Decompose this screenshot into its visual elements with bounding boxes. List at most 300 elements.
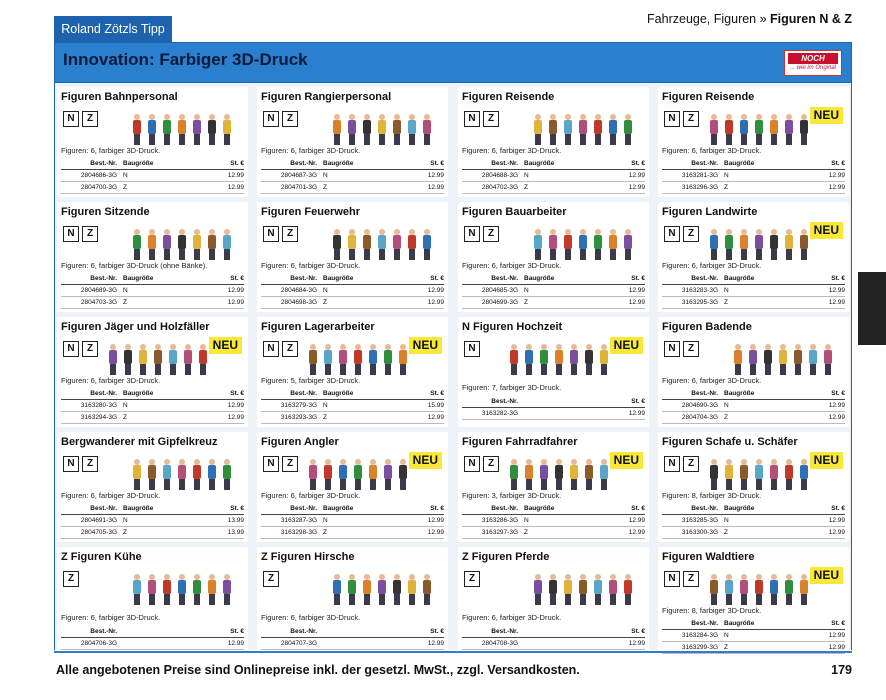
order-row[interactable] <box>261 182 444 194</box>
logo-tagline: ... wie im Original <box>789 65 836 71</box>
order-table-header <box>662 388 845 400</box>
header-size: Baugröße <box>323 275 354 282</box>
order-table <box>462 396 645 420</box>
order-row[interactable] <box>462 285 645 297</box>
product-card[interactable] <box>658 317 849 427</box>
order-size: N <box>524 517 529 524</box>
order-number: 3163279-3G <box>280 402 317 409</box>
section-banner <box>54 42 852 83</box>
size-option-z[interactable]: Z <box>82 111 98 127</box>
order-size: Z <box>123 414 127 421</box>
size-option-n[interactable]: N <box>63 111 79 127</box>
order-table-header <box>61 388 244 400</box>
order-number: 3163296-3G <box>681 184 718 191</box>
figures-illustration <box>85 220 243 264</box>
product-card[interactable] <box>57 547 248 657</box>
order-price: 12.99 <box>227 172 244 179</box>
product-grid <box>54 83 852 650</box>
product-title: Figuren Bahnpersonal <box>61 91 178 103</box>
size-option-z[interactable]: Z <box>82 226 98 242</box>
order-price: 12.99 <box>828 644 845 651</box>
order-row[interactable] <box>61 515 244 527</box>
order-row[interactable] <box>61 400 244 412</box>
order-row[interactable] <box>662 170 845 182</box>
logo-brand-name: NOCH <box>788 53 838 64</box>
order-number: 3163285-3G <box>681 517 718 524</box>
header-size: Baugröße <box>724 390 755 397</box>
size-option-n[interactable]: N <box>63 341 79 357</box>
size-selector <box>263 571 279 587</box>
header-size: Baugröße <box>524 160 555 167</box>
order-price: 12.99 <box>427 184 444 191</box>
figures-illustration <box>686 335 844 379</box>
product-card[interactable] <box>57 317 248 427</box>
order-size: Z <box>524 299 528 306</box>
product-title: Figuren Jäger und Holzfäller <box>61 321 210 333</box>
order-row[interactable] <box>61 412 244 424</box>
size-option-n[interactable]: N <box>63 226 79 242</box>
product-card[interactable] <box>57 202 248 312</box>
size-selector <box>63 341 98 357</box>
order-price: 12.99 <box>828 184 845 191</box>
header-price: St. € <box>230 275 244 282</box>
size-selector <box>63 226 98 242</box>
header-order-number: Best.-Nr. <box>691 160 718 167</box>
header-order-number: Best.-Nr. <box>290 505 317 512</box>
figures-illustration <box>285 220 443 264</box>
size-selector <box>664 341 699 357</box>
order-table <box>261 158 444 194</box>
new-badge: NEU <box>409 452 442 469</box>
order-size: Z <box>724 414 728 421</box>
order-row[interactable] <box>662 412 845 424</box>
product-card[interactable] <box>658 202 849 312</box>
header-price: St. € <box>230 160 244 167</box>
size-option-z[interactable]: Z <box>282 226 298 242</box>
order-row[interactable] <box>462 527 645 539</box>
header-price: St. € <box>430 505 444 512</box>
figures-illustration <box>85 105 243 149</box>
order-table <box>61 626 244 650</box>
order-size: N <box>323 517 328 524</box>
order-table <box>61 273 244 309</box>
header-size: Baugröße <box>323 390 354 397</box>
figures-illustration <box>486 565 644 609</box>
header-price: St. € <box>430 628 444 635</box>
order-table <box>61 158 244 194</box>
order-row[interactable] <box>662 527 845 539</box>
side-tab-marker <box>858 272 886 345</box>
order-table-header <box>261 626 444 638</box>
breadcrumb-path: Fahrzeuge, Figuren » <box>647 12 771 26</box>
header-order-number: Best.-Nr. <box>290 390 317 397</box>
size-selector <box>664 111 699 127</box>
product-description: Figuren: 5, farbiger 3D-Druck. <box>261 376 361 385</box>
order-number: 2804700-3G <box>80 184 117 191</box>
order-row[interactable] <box>662 630 845 642</box>
order-number: 2804690-3G <box>681 402 718 409</box>
order-row[interactable] <box>261 638 444 650</box>
order-table-header <box>662 273 845 285</box>
size-option-z[interactable]: Z <box>483 456 499 472</box>
figures-illustration <box>285 565 443 609</box>
size-option-z[interactable]: Z <box>483 226 499 242</box>
size-option-n[interactable]: N <box>664 111 680 127</box>
order-number: 3163300-3G <box>681 529 718 536</box>
product-title: Figuren Reisende <box>662 91 755 103</box>
order-number: 3163286-3G <box>481 517 518 524</box>
product-card[interactable] <box>658 547 849 657</box>
new-badge: NEU <box>209 337 242 354</box>
header-size: Baugröße <box>323 160 354 167</box>
order-number: 2804688-3G <box>481 172 518 179</box>
price-note: Alle angebotenen Preise sind Onlinepreise inkl. der gesetzl. MwSt., zzgl. Versandkosten. <box>56 663 580 677</box>
size-option-z[interactable]: Z <box>683 341 699 357</box>
size-option-n[interactable]: N <box>263 456 279 472</box>
order-row[interactable] <box>261 170 444 182</box>
order-table-header <box>462 273 645 285</box>
product-card[interactable] <box>458 547 649 657</box>
order-number: 2804691-3G <box>80 517 117 524</box>
new-badge: NEU <box>610 337 643 354</box>
product-description: Figuren: 6, farbiger 3D-Druck. <box>662 146 762 155</box>
order-size: N <box>724 287 729 294</box>
header-price: St. € <box>631 505 645 512</box>
order-table-header <box>261 273 444 285</box>
order-size: N <box>524 172 529 179</box>
product-title: Z Figuren Hirsche <box>261 551 355 563</box>
order-row[interactable] <box>261 527 444 539</box>
order-size: Z <box>323 299 327 306</box>
product-description: Figuren: 6, farbiger 3D-Druck. <box>261 261 361 270</box>
order-row[interactable] <box>462 638 645 650</box>
order-size <box>518 638 605 649</box>
product-card[interactable] <box>458 432 649 542</box>
header-size: Baugröße <box>724 620 755 627</box>
header-order-number: Best.-Nr. <box>90 275 117 282</box>
size-option-n[interactable]: N <box>464 111 480 127</box>
tipp-tab: Roland Zötzls Tipp <box>54 16 172 42</box>
order-row[interactable] <box>462 297 645 309</box>
header-order-number: Best.-Nr. <box>90 628 117 635</box>
order-price: 13.99 <box>227 517 244 524</box>
order-size: N <box>123 287 128 294</box>
order-size: Z <box>323 529 327 536</box>
order-table-header <box>61 503 244 515</box>
order-price: 12.99 <box>427 529 444 536</box>
size-selector <box>464 456 499 472</box>
product-title: Figuren Feuerwehr <box>261 206 361 218</box>
product-card[interactable] <box>257 202 448 312</box>
header-size <box>317 626 404 637</box>
product-card[interactable] <box>458 317 649 427</box>
header-price: St. € <box>631 160 645 167</box>
order-table-header <box>462 158 645 170</box>
order-number: 2804702-3G <box>481 184 518 191</box>
header-order-number: Best.-Nr. <box>90 505 117 512</box>
order-table <box>261 388 444 424</box>
order-price: 12.99 <box>227 414 244 421</box>
product-description: Figuren: 6, farbiger 3D-Druck. <box>261 613 361 622</box>
size-option-z[interactable]: Z <box>683 111 699 127</box>
size-selector <box>464 226 499 242</box>
order-number: 3163294-3G <box>80 414 117 421</box>
header-price: St. € <box>430 160 444 167</box>
order-row[interactable] <box>462 408 645 420</box>
size-option-z[interactable]: Z <box>82 341 98 357</box>
size-option-n[interactable]: N <box>263 341 279 357</box>
order-number: 2804686-3G <box>80 172 117 179</box>
order-size: N <box>123 402 128 409</box>
size-option-z[interactable]: Z <box>683 226 699 242</box>
new-badge: NEU <box>810 452 843 469</box>
size-option-z[interactable]: Z <box>464 571 480 587</box>
header-order-number: Best.-Nr. <box>491 398 518 405</box>
order-table <box>662 503 845 539</box>
header-order-number: Best.-Nr. <box>491 275 518 282</box>
order-size: Z <box>524 184 528 191</box>
order-price: 12.99 <box>628 184 645 191</box>
order-row[interactable] <box>61 297 244 309</box>
order-price: 12.99 <box>427 299 444 306</box>
size-option-n[interactable]: N <box>664 456 680 472</box>
order-size: N <box>323 287 328 294</box>
product-description: Figuren: 6, farbiger 3D-Druck. <box>462 146 562 155</box>
order-number: 2804698-3G <box>280 299 317 306</box>
order-row[interactable] <box>61 285 244 297</box>
order-size: N <box>323 172 328 179</box>
size-option-n[interactable]: N <box>664 571 680 587</box>
order-table-header <box>662 503 845 515</box>
order-price: 12.99 <box>427 414 444 421</box>
order-number: 2804706-3G <box>80 640 117 647</box>
brand-logo <box>784 50 842 76</box>
header-order-number: Best.-Nr. <box>491 160 518 167</box>
order-row[interactable] <box>662 297 845 309</box>
product-card[interactable] <box>658 87 849 197</box>
order-table-header <box>662 618 845 630</box>
product-description: Figuren: 6, farbiger 3D-Druck. <box>61 146 161 155</box>
order-table <box>662 273 845 309</box>
size-selector <box>263 226 298 242</box>
header-order-number: Best.-Nr. <box>691 275 718 282</box>
header-size: Baugröße <box>524 505 555 512</box>
product-card[interactable] <box>57 432 248 542</box>
product-title: Figuren Angler <box>261 436 339 448</box>
product-card[interactable] <box>257 547 448 657</box>
size-option-z[interactable]: Z <box>282 456 298 472</box>
product-title: Bergwanderer mit Gipfelkreuz <box>61 436 218 448</box>
header-size: Baugröße <box>724 505 755 512</box>
order-table-header <box>61 273 244 285</box>
order-row[interactable] <box>61 182 244 194</box>
order-table <box>462 626 645 650</box>
size-option-n[interactable]: N <box>664 341 680 357</box>
order-row[interactable] <box>462 515 645 527</box>
product-title: Figuren Reisende <box>462 91 555 103</box>
product-card[interactable] <box>658 432 849 542</box>
size-option-z[interactable]: Z <box>282 341 298 357</box>
order-row[interactable] <box>261 297 444 309</box>
order-row[interactable] <box>662 182 845 194</box>
order-price: 12.99 <box>828 299 845 306</box>
header-order-number: Best.-Nr. <box>90 390 117 397</box>
product-description: Figuren: 8, farbiger 3D-Druck. <box>662 491 762 500</box>
product-description: Figuren: 6, farbiger 3D-Druck. <box>61 376 161 385</box>
order-table <box>61 503 244 539</box>
order-price: 12.99 <box>628 517 645 524</box>
order-table-header <box>61 626 244 638</box>
order-price: 12.99 <box>227 640 244 647</box>
breadcrumb <box>647 12 852 26</box>
order-row[interactable] <box>61 527 244 539</box>
order-table-header <box>261 158 444 170</box>
header-size <box>518 396 605 407</box>
order-row[interactable] <box>662 400 845 412</box>
order-size: N <box>123 517 128 524</box>
header-size: Baugröße <box>123 505 154 512</box>
product-title: N Figuren Hochzeit <box>462 321 563 333</box>
order-table-header <box>61 158 244 170</box>
order-row[interactable] <box>261 412 444 424</box>
product-card[interactable] <box>257 87 448 197</box>
order-row[interactable] <box>61 638 244 650</box>
product-title: Figuren Schafe u. Schäfer <box>662 436 798 448</box>
product-description: Figuren: 3, farbiger 3D-Druck. <box>462 491 562 500</box>
product-description: Figuren: 6, farbiger 3D-Druck. <box>261 491 361 500</box>
order-row[interactable] <box>261 400 444 412</box>
product-title: Figuren Waldtiere <box>662 551 755 563</box>
header-price: St. € <box>831 620 845 627</box>
order-price: 12.99 <box>828 414 845 421</box>
order-size: N <box>724 517 729 524</box>
order-table-header <box>462 396 645 408</box>
order-table <box>261 273 444 309</box>
product-description: Figuren: 6, farbiger 3D-Druck (ohne Bänke). <box>61 261 208 270</box>
order-table <box>662 618 845 654</box>
size-option-n[interactable]: N <box>464 341 480 357</box>
order-table-header <box>462 626 645 638</box>
order-number: 3163287-3G <box>280 517 317 524</box>
product-card[interactable] <box>257 317 448 427</box>
order-number: 3163297-3G <box>481 529 518 536</box>
header-price: St. € <box>230 505 244 512</box>
product-title: Figuren Fahrradfahrer <box>462 436 578 448</box>
order-size: N <box>123 172 128 179</box>
order-row[interactable] <box>261 515 444 527</box>
order-table <box>261 503 444 539</box>
product-card[interactable] <box>458 202 649 312</box>
new-badge: NEU <box>810 222 843 239</box>
size-option-z[interactable]: Z <box>82 456 98 472</box>
figures-illustration <box>285 105 443 149</box>
order-size: Z <box>724 644 728 651</box>
header-order-number: Best.-Nr. <box>290 628 317 635</box>
order-price: 13.99 <box>227 529 244 536</box>
order-row[interactable] <box>662 515 845 527</box>
size-option-n[interactable]: N <box>263 111 279 127</box>
size-option-n[interactable]: N <box>63 456 79 472</box>
header-price: St. € <box>831 160 845 167</box>
order-price: 12.99 <box>628 287 645 294</box>
size-selector <box>263 341 298 357</box>
product-description: Figuren: 6, farbiger 3D-Druck. <box>662 261 762 270</box>
order-row[interactable] <box>462 182 645 194</box>
order-row[interactable] <box>61 170 244 182</box>
header-size: Baugröße <box>323 505 354 512</box>
product-card[interactable] <box>257 432 448 542</box>
size-selector <box>664 456 699 472</box>
size-option-n[interactable]: N <box>664 226 680 242</box>
order-row[interactable] <box>261 285 444 297</box>
product-title: Figuren Badende <box>662 321 752 333</box>
order-size <box>518 408 605 419</box>
order-size: N <box>724 632 729 639</box>
header-price: St. € <box>631 628 645 635</box>
size-option-z[interactable]: Z <box>282 111 298 127</box>
size-option-n[interactable]: N <box>464 226 480 242</box>
order-number: 3163293-3G <box>280 414 317 421</box>
order-price: 12.99 <box>427 517 444 524</box>
size-option-z[interactable]: Z <box>683 456 699 472</box>
order-number: 2804703-3G <box>80 299 117 306</box>
new-badge: NEU <box>610 452 643 469</box>
figures-illustration <box>85 565 243 609</box>
header-order-number: Best.-Nr. <box>691 505 718 512</box>
figures-illustration <box>486 105 644 149</box>
order-number: 2804699-3G <box>481 299 518 306</box>
order-number: 2804704-3G <box>681 414 718 421</box>
order-number: 2804685-3G <box>481 287 518 294</box>
size-option-z[interactable]: Z <box>63 571 79 587</box>
order-number: 2804708-3G <box>481 640 518 647</box>
product-description: Figuren: 6, farbiger 3D-Druck. <box>261 146 361 155</box>
order-number: 3163284-3G <box>681 632 718 639</box>
order-size: Z <box>724 529 728 536</box>
order-row[interactable] <box>462 170 645 182</box>
size-selector <box>263 456 298 472</box>
product-card[interactable] <box>57 87 248 197</box>
product-title: Figuren Sitzende <box>61 206 150 218</box>
header-price: St. € <box>631 275 645 282</box>
size-option-n[interactable]: N <box>464 456 480 472</box>
order-number: 3163282-3G <box>481 410 518 417</box>
header-size: Baugröße <box>724 160 755 167</box>
size-option-z[interactable]: Z <box>263 571 279 587</box>
order-number: 2804701-3G <box>280 184 317 191</box>
product-description: Figuren: 6, farbiger 3D-Druck. <box>462 613 562 622</box>
header-price: St. € <box>631 398 645 405</box>
size-option-z[interactable]: Z <box>683 571 699 587</box>
header-price: St. € <box>230 390 244 397</box>
header-order-number: Best.-Nr. <box>491 505 518 512</box>
header-order-number: Best.-Nr. <box>491 628 518 635</box>
order-size: N <box>724 172 729 179</box>
section-title: Innovation: Farbiger 3D-Druck <box>63 50 308 69</box>
size-option-n[interactable]: N <box>263 226 279 242</box>
order-row[interactable] <box>662 285 845 297</box>
breadcrumb-current: Figuren N & Z <box>770 12 852 26</box>
header-price: St. € <box>831 505 845 512</box>
size-option-z[interactable]: Z <box>483 111 499 127</box>
order-size: N <box>724 402 729 409</box>
order-price: 12.99 <box>828 172 845 179</box>
order-number: 2804689-3G <box>80 287 117 294</box>
product-description: Figuren: 6, farbiger 3D-Druck. <box>61 613 161 622</box>
product-card[interactable] <box>458 87 649 197</box>
order-price: 12.99 <box>427 287 444 294</box>
header-size <box>518 626 605 637</box>
